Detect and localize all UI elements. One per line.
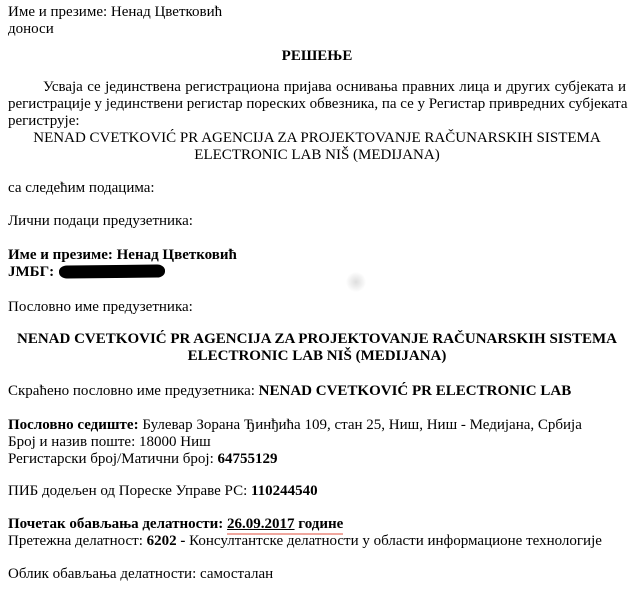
intro-paragraph (8, 79, 626, 130)
activity-start-label: Почетак обављања делатности: (8, 516, 228, 532)
business-seat-line (8, 417, 626, 434)
short-name-label: Скраћено пословно име предузетника: (8, 383, 259, 399)
decision-title: РЕШЕЊЕ (281, 48, 353, 64)
recipient-name-line: Име и презиме: Ненад Цветковић (8, 4, 223, 20)
activity-start-suffix: године (294, 516, 344, 532)
main-activity-code: 6202 - (146, 533, 186, 549)
donosi-line: доноси (8, 21, 54, 37)
company-name-line-1: NENAD CVETKOVIĆ PR AGENCIJA ZA PROJEKTOVANJE RAČUNARSKIH SISTEMA (33, 130, 601, 146)
main-activity-label: Претежна делатност: (8, 533, 147, 549)
pib-line (8, 483, 626, 500)
business-name-line-1: NENAD CVETKOVIĆ PR AGENCIJA ZA PROJEKTOVANJE RAČUNARSKIH SISTEMA (17, 331, 617, 347)
main-activity-value: Консултантске делатности у области информационе технологије (185, 533, 602, 549)
registry-number-label: Регистарски број/Матични број: (8, 451, 218, 467)
seat-value: Булевар Зорана Ђинђића 109, стан 25, Ниш, Ниш - Медијана, Србија (142, 417, 582, 433)
activity-start-date: 26.09.2017 (227, 516, 295, 532)
intro-line: Усваја се јединствена регистрациона пријава оснивања правних лица и других субјеката и (43, 79, 626, 95)
activity-start-line (8, 516, 626, 533)
with-following-data-line: са следећим подацима: (8, 180, 155, 196)
seat-label: Пословно седиште: (8, 417, 143, 433)
activity-form-line: Облик обављања делатности: самосталан (8, 566, 274, 582)
registry-number-value: 64755129 (217, 451, 278, 467)
jmbg-redaction-mark (59, 264, 165, 278)
intro-line: регистрације у јединствени регистар пореских обвезника, па се у Регистар привредних субјеката (8, 96, 628, 112)
company-name-line-2: ELECTRONIC LAB NIŠ (MEDIJANA) (194, 147, 440, 163)
post-office-line: Број и назив поште: 18000 Ниш (8, 434, 211, 450)
short-business-name-line (8, 383, 626, 400)
main-activity-line (8, 533, 626, 550)
jmbg-line (8, 264, 626, 281)
business-name-line-2: ELECTRONIC LAB NIŠ (MEDIJANA) (187, 348, 447, 364)
registry-number-line (8, 451, 626, 468)
pib-label: ПИБ додељен од Пореске Управе РС: (8, 483, 251, 499)
personal-data-heading: Лични подаци предузетника: (8, 213, 193, 229)
jmbg-label: ЈМБГ: (8, 264, 55, 280)
pib-value: 110244540 (251, 483, 318, 499)
owner-name-line: Име и презиме: Ненад Цветковић (8, 247, 237, 263)
intro-line: региструје: (8, 113, 80, 129)
short-name-value: NENAD CVETKOVIĆ PR ELECTRONIC LAB (258, 383, 572, 399)
business-name-heading: Пословно име предузетника: (8, 299, 193, 315)
